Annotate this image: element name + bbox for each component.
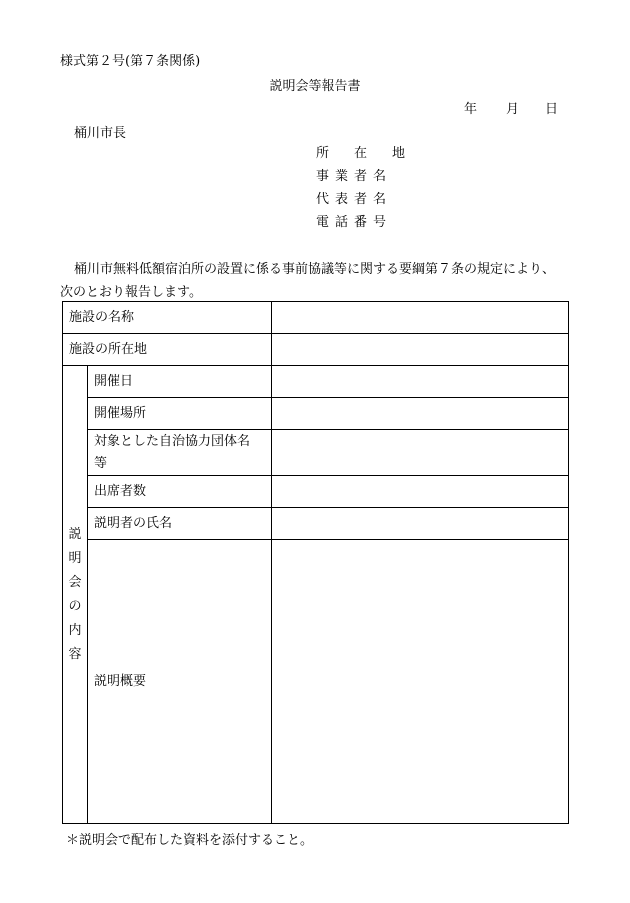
target-group-field[interactable] [272,430,569,476]
presenter-field[interactable] [272,508,569,540]
table-row [63,540,569,824]
date-held-label: 開催日 [88,366,272,398]
attendees-label: 出席者数 [88,476,272,508]
statement-line-1: 桶川市無料低額宿泊所の設置に係る事前協議等に関する要綱第７条の規定により、 [74,262,556,277]
date-held-field[interactable] [272,366,569,398]
table-row [63,508,569,540]
statement-line-2: 次のとおり報告します。 [60,285,202,300]
table-row [63,430,569,476]
target-group-label: 対象とした自治協力団体名 等 [88,430,272,476]
facility-location-field[interactable] [272,334,569,366]
table-row [63,302,569,334]
attendees-field[interactable] [272,476,569,508]
form-number: 様式第２号(第７条関係) [60,54,201,69]
document-title: 説明会等報告書 [269,79,361,94]
date-month-label: 月 [506,102,520,117]
table-row [63,334,569,366]
addressee: 桶川市長 [74,126,127,141]
table-row [63,366,569,398]
report-table [62,301,569,824]
briefing-content-section-label: 説 明 会 の 内 容 [63,366,88,824]
summary-label: 説明概要 [88,540,272,824]
representative-label: 代 表 者 名 [316,192,387,207]
phone-label: 電 話 番 号 [316,215,387,230]
date-year-label: 年 [464,102,478,117]
summary-field[interactable] [272,540,569,824]
date-day-label: 日 [545,102,559,117]
table-row [63,398,569,430]
venue-label: 開催場所 [88,398,272,430]
address-label: 所 在 地 [316,146,406,161]
attachment-note: ＊説明会で配布した資料を添付すること。 [66,833,314,848]
report-statement [60,258,575,304]
facility-location-label: 施設の所在地 [63,334,272,366]
facility-name-label: 施設の名称 [63,302,272,334]
venue-field[interactable] [272,398,569,430]
presenter-label: 説明者の氏名 [88,508,272,540]
date-line [0,98,630,117]
table-row [63,476,569,508]
applicant-block [316,146,405,238]
company-label: 事 業 者 名 [316,169,387,184]
facility-name-field[interactable] [272,302,569,334]
